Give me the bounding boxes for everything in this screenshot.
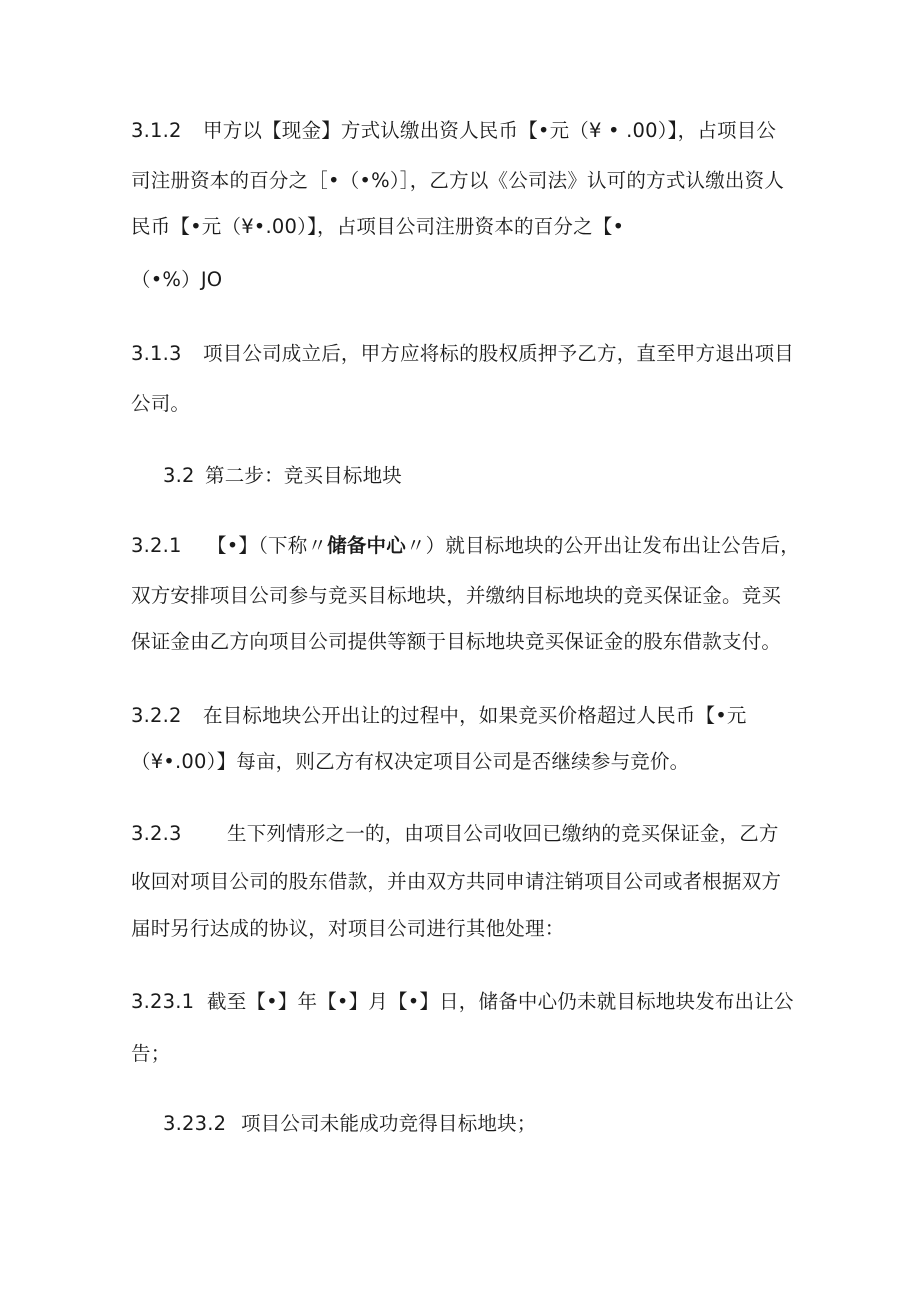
para-text-pre: 【•】（下称〃: [207, 534, 328, 557]
para-3-1-2-line-4: （•%）JO: [131, 268, 223, 291]
section-heading-3-2: [163, 462, 402, 490]
para-text: 在目标地块公开出让的过程中，如果竞买价格超过人民币【•元: [203, 704, 747, 727]
para-3-1-2-line-2: 司注册资本的百分之［•（•%）］，乙方以《公司法》认可的方式认缴出资人: [131, 169, 785, 192]
para-number: 3.23.1: [131, 990, 195, 1013]
heading-number: 3.2: [163, 464, 195, 487]
para-number: 3.2.3: [131, 822, 182, 845]
para-3-2-1-line-1: [131, 532, 800, 560]
para-text: 截至【•】年【•】月【•】日，储备中心仍未就目标地块发布出让公: [207, 990, 794, 1013]
para-text: 项目公司成立后，甲方应将标的股权质押予乙方，直至甲方退出项目: [203, 342, 795, 365]
para-3-2-2-line-2: （¥•.00）】每亩，则乙方有权决定项目公司是否继续参与竞价。: [131, 750, 690, 773]
para-3-2-3-line-3: 届时另行达成的协议，对项目公司进行其他处理：: [131, 917, 565, 940]
para-3-1-2-line-3: 民币【•元（¥•.00）】，占项目公司注册资本的百分之【•: [131, 215, 625, 238]
para-3-2-3-line-1: [131, 820, 779, 848]
para-3-2-1-line-3: 保证金由乙方向项目公司提供等额于目标地块竞买保证金的股东借款支付。: [131, 630, 782, 653]
para-text: 项目公司未能成功竞得目标地块；: [241, 1112, 537, 1135]
para-3-2-2-line-1: [131, 702, 747, 730]
para-text: 生下列情形之一的，由项目公司收回已缴纳的竞买保证金，乙方: [227, 822, 779, 845]
para-text-post: 〃）就目标地块的公开出让发布出让公告后，: [405, 534, 800, 557]
heading-text: 第二步：竞买目标地块: [205, 464, 403, 487]
para-3-23-1-line-2: 告；: [131, 1042, 171, 1065]
para-3-1-3-line-1: [131, 340, 794, 368]
para-3-23-1-line-1: [131, 988, 794, 1016]
para-number: 3.2.2: [131, 704, 182, 727]
para-3-2-3-line-2: 收回对项目公司的股东借款，并由双方共同申请注销项目公司或者根据双方: [131, 870, 782, 893]
para-3-1-3-line-2: 公司。: [131, 392, 191, 415]
para-number: 3.2.1: [131, 534, 182, 557]
defined-term-reserve-center: 储备中心: [327, 534, 406, 557]
para-number: 3.1.3: [131, 342, 182, 365]
para-3-23-2-line-1: [163, 1110, 537, 1138]
para-3-2-1-line-2: 双方安排项目公司参与竞买目标地块，并缴纳目标地块的竞买保证金。竞买: [131, 584, 782, 607]
para-text: 甲方以【现金】方式认缴出资人民币【•元（¥ • .00）】，占项目公: [203, 119, 777, 142]
para-number: 3.23.2: [163, 1112, 227, 1135]
para-3-1-2-line-1: [131, 117, 776, 145]
para-number: 3.1.2: [131, 119, 182, 142]
